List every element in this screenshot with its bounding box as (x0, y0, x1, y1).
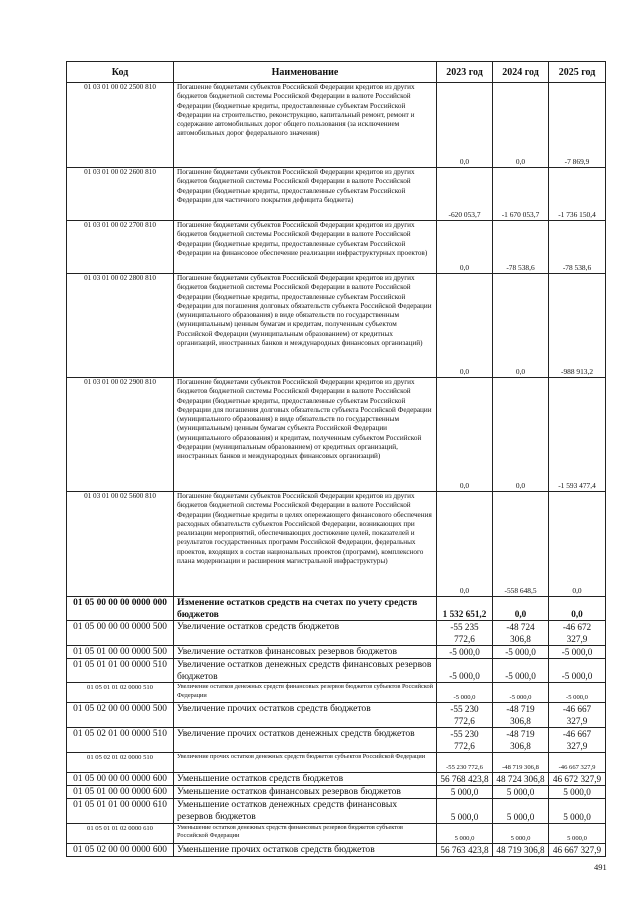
row-value-2025: -5 000,0 (549, 659, 606, 683)
row-value-2023: -5 000,0 (437, 659, 493, 683)
row-name: Погашение бюджетами субъектов Российской Федерации кредитов из других бюджетов бюджетной системы Российской Федерации в валюте Российской Федерации (бюджетные кредиты, предоставленные субъектам Российской Федерации для погашения долговых обязательств субъекта Российской Федерации (муниципального образования) в виде обязательств по государственным (муниципальным) ценным бумагам и кредитам, полученным субъектом Российской Федерации (муниципальным образованием) от кредитных организаций, иностранных банков и международных финансовых организаций) (174, 274, 437, 378)
row-code: 01 03 01 00 02 2800 810 (67, 274, 174, 378)
row-value-2023: -5 000,0 (437, 683, 493, 703)
row-value-2024: -5 000,0 (493, 683, 549, 703)
row-value-2025: -78 538,6 (549, 221, 606, 274)
row-code: 01 05 00 00 00 0000 600 (67, 773, 174, 786)
table-row (67, 168, 606, 221)
row-code: 01 05 02 01 00 0000 510 (67, 728, 174, 753)
row-value-2024: -5 000,0 (493, 659, 549, 683)
row-value-2025: -46 667 327,9 (549, 728, 606, 753)
row-value-2025: -5 000,0 (549, 683, 606, 703)
row-name: Погашение бюджетами субъектов Российской Федерации кредитов из других бюджетов бюджетной системы Российской Федерации в валюте Российской Федерации (бюджетные кредиты, предоставленные субъектам Российской Федерации для погашения долговых обязательств субъекта Российской Федерации (муниципального образования) в виде обязательств по государственным (муниципальным) ценным бумагам субъекта Российской Федерации (муниципального образования) и кредитам, полученным субъектом Российской Федерации (муниципальным образованием) от кредитных организаций, иностранных банков и международных финансовых организаций) (174, 378, 437, 492)
row-value-2025: -5 000,0 (549, 646, 606, 659)
header-2025: 2025 год (549, 62, 606, 83)
row-code: 01 03 01 00 02 2700 810 (67, 221, 174, 274)
row-value-2024: -48 719 306,8 (493, 753, 549, 773)
table-row (67, 773, 606, 786)
table-row (67, 659, 606, 683)
page-number: 491 (594, 862, 607, 872)
row-name: Увеличение остатков финансовых резервов бюджетов (174, 646, 437, 659)
row-value-2024: -48 719 306,8 (493, 703, 549, 728)
row-value-2025: 5 000,0 (549, 823, 606, 843)
table-row (67, 843, 606, 856)
row-value-2025: 46 672 327,9 (549, 773, 606, 786)
row-code: 01 03 01 00 02 2600 810 (67, 168, 174, 221)
row-name: Уменьшение остатков финансовых резервов бюджетов (174, 786, 437, 799)
row-value-2023: -55 230 772,6 (437, 703, 493, 728)
row-value-2024: -5 000,0 (493, 646, 549, 659)
row-code: 01 05 01 01 02 0000 610 (67, 823, 174, 843)
row-name: Уменьшение остатков средств бюджетов (174, 773, 437, 786)
row-value-2023: 0,0 (437, 492, 493, 597)
row-value-2025: -46 667 327,9 (549, 703, 606, 728)
row-code: 01 05 02 00 00 0000 600 (67, 843, 174, 856)
header-2024: 2024 год (493, 62, 549, 83)
row-value-2024: 0,0 (493, 597, 549, 621)
row-value-2023: -55 230 772,6 (437, 753, 493, 773)
row-name: Увеличение остатков средств бюджетов (174, 621, 437, 646)
row-code: 01 05 02 01 02 0000 510 (67, 753, 174, 773)
row-value-2024: 0,0 (493, 83, 549, 168)
table-row (67, 621, 606, 646)
row-value-2024: -78 538,6 (493, 221, 549, 274)
row-name: Уменьшение прочих остатков средств бюджетов (174, 843, 437, 856)
row-name: Погашение бюджетами субъектов Российской Федерации кредитов из других бюджетов бюджетной системы Российской Федерации в валюте Российской Федерации (бюджетные кредиты, предоставленные субъектам Российской Федерации для частичного покрытия дефицита бюджета) (174, 168, 437, 221)
row-value-2023: 0,0 (437, 83, 493, 168)
header-name: Наименование (174, 62, 437, 83)
table-row (67, 753, 606, 773)
table-row (67, 221, 606, 274)
row-name: Увеличение прочих остатков денежных средств бюджетов (174, 728, 437, 753)
table-row (67, 823, 606, 843)
row-code: 01 05 00 00 00 0000 000 (67, 597, 174, 621)
row-code: 01 05 02 00 00 0000 500 (67, 703, 174, 728)
table-row (67, 597, 606, 621)
table-row (67, 683, 606, 703)
table-row (67, 786, 606, 799)
row-name: Уменьшение остатков денежных средств финансовых резервов бюджетов (174, 799, 437, 823)
row-code: 01 05 01 01 00 0000 610 (67, 799, 174, 823)
row-value-2025: -46 667 327,9 (549, 753, 606, 773)
row-value-2024: -1 670 053,7 (493, 168, 549, 221)
row-value-2023: -5 000,0 (437, 646, 493, 659)
table-row (67, 492, 606, 597)
table-body (67, 83, 606, 857)
row-value-2024: 5 000,0 (493, 799, 549, 823)
row-value-2023: 5 000,0 (437, 823, 493, 843)
row-value-2023: 5 000,0 (437, 799, 493, 823)
header-2023: 2023 год (437, 62, 493, 83)
row-code: 01 03 01 00 02 2900 810 (67, 378, 174, 492)
row-value-2023: -55 230 772,6 (437, 728, 493, 753)
row-value-2023: 56 763 423,8 (437, 843, 493, 856)
table-row (67, 799, 606, 823)
row-value-2025: -988 913,2 (549, 274, 606, 378)
row-value-2024: 0,0 (493, 378, 549, 492)
row-value-2025: 5 000,0 (549, 799, 606, 823)
row-name: Погашение бюджетами субъектов Российской Федерации кредитов из других бюджетов бюджетной системы Российской Федерации в валюте Российской Федерации (бюджетные кредиты, предоставленные субъектам Российской Федерации на финансовое обеспечение реализации инфраструктурных проектов) (174, 221, 437, 274)
row-name: Увеличение прочих остатков средств бюджетов (174, 703, 437, 728)
row-value-2025: -46 672 327,9 (549, 621, 606, 646)
row-value-2025: 5 000,0 (549, 786, 606, 799)
table-row (67, 703, 606, 728)
row-value-2025: 0,0 (549, 492, 606, 597)
row-code: 01 05 01 00 00 0000 500 (67, 646, 174, 659)
row-value-2024: 5 000,0 (493, 823, 549, 843)
row-name: Изменение остатков средств на счетах по учету средств бюджетов (174, 597, 437, 621)
row-name: Увеличение остатков денежных средств финансовых резервов бюджетов субъектов Российской Федерации (174, 683, 437, 703)
row-code: 01 05 01 01 00 0000 510 (67, 659, 174, 683)
row-value-2024: 48 724 306,8 (493, 773, 549, 786)
row-name: Увеличение прочих остатков денежных средств бюджетов субъектов Российской Федерации (174, 753, 437, 773)
row-code: 01 03 01 00 02 5600 810 (67, 492, 174, 597)
row-code: 01 05 00 00 00 0000 500 (67, 621, 174, 646)
row-value-2024: 5 000,0 (493, 786, 549, 799)
row-value-2025: 46 667 327,9 (549, 843, 606, 856)
row-value-2024: -48 724 306,8 (493, 621, 549, 646)
row-value-2023: 5 000,0 (437, 786, 493, 799)
budget-sources-table (66, 61, 606, 857)
row-value-2023: 0,0 (437, 221, 493, 274)
row-value-2023: -55 235 772,6 (437, 621, 493, 646)
row-value-2025: 0,0 (549, 597, 606, 621)
header-code: Код (67, 62, 174, 83)
table-header-row (67, 62, 606, 83)
row-name: Погашение бюджетами субъектов Российской Федерации кредитов из других бюджетов бюджетной системы Российской Федерации в валюте Российской Федерации (бюджетные кредиты в целях опережающего финансового обеспечения расходных обязательств субъектов Российской Федерации, возникающих при реализации мероприятий, обеспечивающих достижение целей, показателей и результатов государственных программ Российской Федерации, федеральных проектов, входящих в состав национальных проектов (программ), комплексного плана модернизации и расширения магистральной инфраструктуры) (174, 492, 437, 597)
row-value-2023: 56 768 423,8 (437, 773, 493, 786)
row-code: 01 05 01 00 00 0000 600 (67, 786, 174, 799)
row-name: Уменьшение остатков денежных средств финансовых резервов бюджетов субъектов Российской Федерации (174, 823, 437, 843)
row-value-2025: -1 736 150,4 (549, 168, 606, 221)
table-row (67, 728, 606, 753)
row-value-2023: 0,0 (437, 378, 493, 492)
row-code: 01 03 01 00 02 2500 810 (67, 83, 174, 168)
row-value-2024: 0,0 (493, 274, 549, 378)
row-value-2025: -1 593 477,4 (549, 378, 606, 492)
row-name: Увеличение остатков денежных средств финансовых резервов бюджетов (174, 659, 437, 683)
table-row (67, 646, 606, 659)
table-row (67, 83, 606, 168)
row-value-2024: 48 719 306,8 (493, 843, 549, 856)
row-value-2025: -7 869,9 (549, 83, 606, 168)
row-name: Погашение бюджетами субъектов Российской Федерации кредитов из других бюджетов бюджетной системы Российской Федерации в валюте Российской Федерации (бюджетные кредиты, предоставленные субъектам Российской Федерации на строительство, реконструкцию, капитальный ремонт, ремонт и содержание автомобильных дорог общего пользования (за исключением автомобильных дорог федерального значения) (174, 83, 437, 168)
table-row (67, 378, 606, 492)
table-row (67, 274, 606, 378)
row-value-2023: -620 053,7 (437, 168, 493, 221)
row-code: 01 05 01 01 02 0000 510 (67, 683, 174, 703)
row-value-2024: -558 648,5 (493, 492, 549, 597)
row-value-2024: -48 719 306,8 (493, 728, 549, 753)
row-value-2023: 1 532 651,2 (437, 597, 493, 621)
row-value-2023: 0,0 (437, 274, 493, 378)
